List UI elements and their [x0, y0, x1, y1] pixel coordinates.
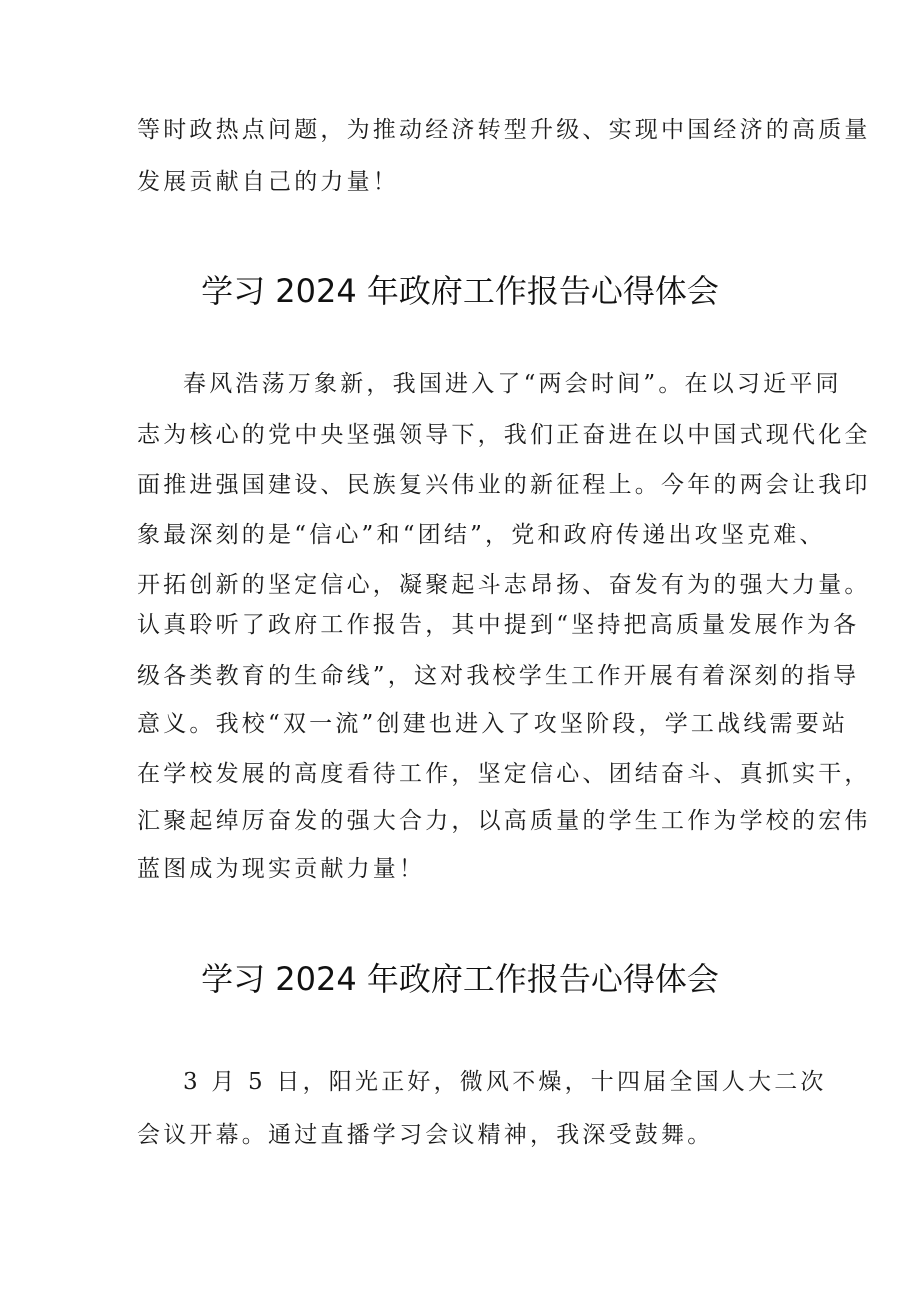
section1-line-5: 开拓创新的坚定信心，凝聚起斗志昂扬、奋发有为的强大力量。: [137, 572, 871, 598]
section1-line-8: 意义。我校“双一流”创建也进入了攻坚阶段，学工战线需要站: [137, 711, 849, 737]
section1-line-11: 蓝图成为现实贡献力量！: [137, 856, 426, 882]
section1-line-6: 认真聆听了政府工作报告，其中提到“坚持把高质量发展作为各: [137, 612, 860, 638]
section1-line-1: 春风浩荡万象新，我国进入了“两会时间”。在以习近平同: [183, 371, 842, 397]
section-title-1: 学习 2024 年政府工作报告心得体会: [201, 272, 719, 310]
section1-line-7: 级各类教育的生命线”，这对我校学生工作开展有着深刻的指导: [137, 663, 860, 689]
section1-line-3: 面推进强国建设、民族复兴伟业的新征程上。今年的两会让我印: [137, 472, 871, 498]
section1-line-10: 汇聚起绰厉奋发的强大合力，以高质量的学生工作为学校的宏伟: [137, 808, 871, 834]
intro-line-2: 发展贡献自己的力量！: [137, 169, 399, 195]
section2-line-2: 会议开幕。通过直播学习会议精神，我深受鼓舞。: [137, 1122, 714, 1148]
section1-line-4: 象最深刻的是“信心”和“团结”，党和政府传递出攻坚克难、: [137, 522, 826, 548]
section1-line-2: 志为核心的党中央坚强领导下，我们正奋进在以中国式现代化全: [137, 422, 871, 448]
section1-line-9: 在学校发展的高度看待工作，坚定信心、团结奋斗、真抓实干，: [137, 761, 871, 787]
intro-line-1: 等时政热点问题，为推动经济转型升级、实现中国经济的高质量: [137, 117, 871, 143]
section2-line-1: 3 月 5 日，阳光正好，微风不燥，十四届全国人大二次: [183, 1069, 827, 1095]
section-title-2: 学习 2024 年政府工作报告心得体会: [201, 960, 719, 998]
